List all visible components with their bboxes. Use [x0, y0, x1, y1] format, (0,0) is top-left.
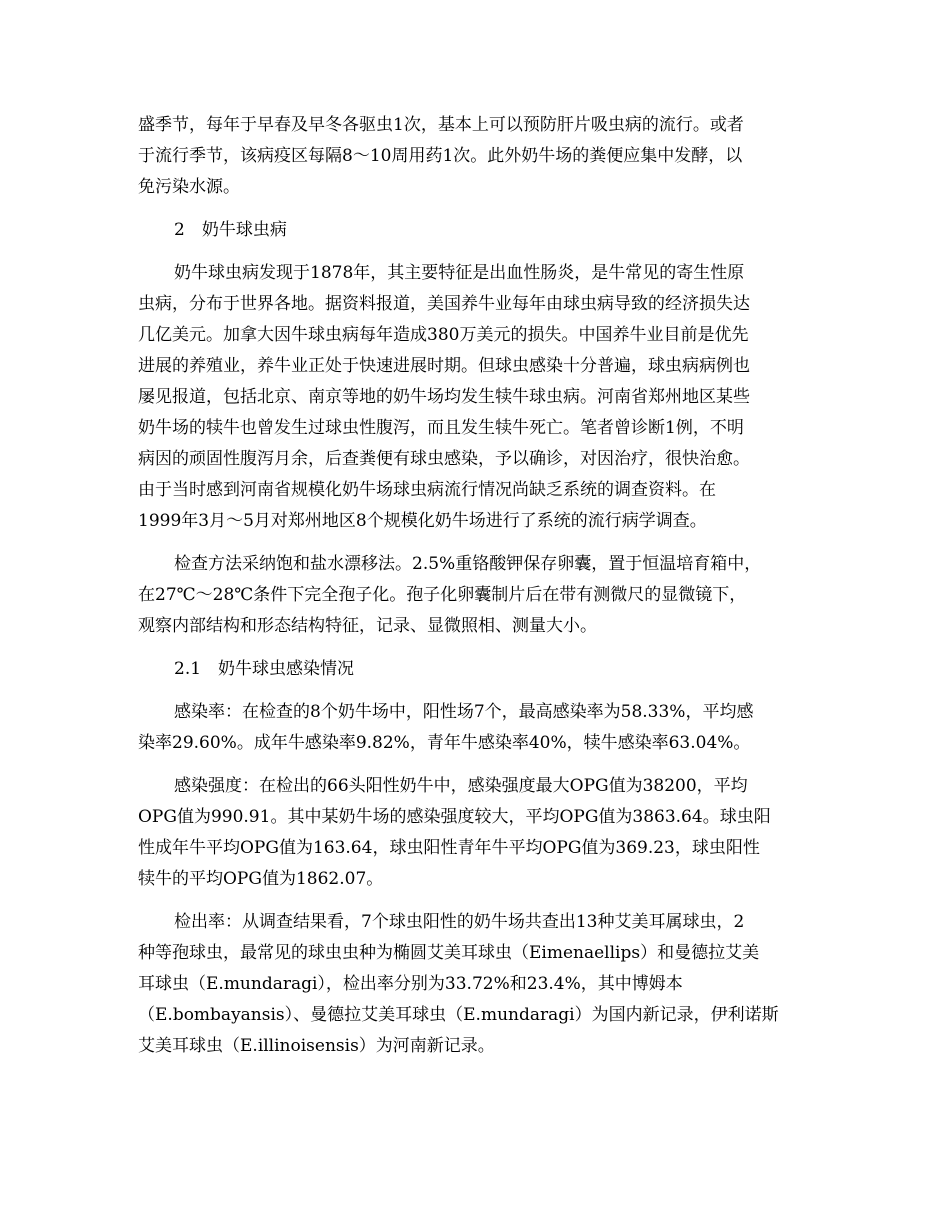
- text-line: 1999年3月～5月对郑州地区8个规模化奶牛场进行了系统的流行病学调查。: [138, 511, 707, 531]
- paragraph: [138, 907, 818, 1062]
- text-line: 于流行季节，该病疫区每隔8～10周用药1次。此外奶牛场的粪便应集中发酵，以: [138, 146, 743, 166]
- text-line: 艾美耳球虫（E.illinoisensis）为河南新记录。: [138, 1036, 495, 1056]
- text-line: 奶牛场的犊牛也曾发生过球虫性腹泻，而且发生犊牛死亡。笔者曾诊断1例，不明: [138, 418, 744, 438]
- text-line: 病因的顽固性腹泻月余，后查粪便有球虫感染，予以确诊，对因治疗，很快治愈。: [138, 449, 750, 469]
- text-line: 免污染水源。: [138, 177, 240, 197]
- text-line: 虫病，分布于世界各地。据资料报道，美国养牛业每年由球虫病导致的经济损失达: [138, 294, 750, 314]
- document-page: [138, 110, 818, 1062]
- text-line: 盛季节，每年于早春及早冬各驱虫1次，基本上可以预防肝片吸虫病的流行。或者: [138, 115, 744, 135]
- text-line: 检出率：从调查结果看，7个球虫阳性的奶牛场共查出13种艾美耳属球虫，2: [174, 912, 745, 932]
- text-line: OPG值为990.91。其中某奶牛场的感染强度较大，平均OPG值为3863.64。球虫阳: [138, 807, 771, 827]
- text-line: 感染强度：在检出的66头阳性奶牛中，感染强度最大OPG值为38200，平均: [174, 776, 748, 796]
- section-heading: [138, 654, 818, 685]
- text-line: 几亿美元。加拿大因牛球虫病每年造成380万美元的损失。中国养牛业目前是优先: [138, 325, 749, 345]
- text-line: 进展的养殖业，养牛业正处于快速进展时期。但球虫感染十分普遍，球虫病病例也: [138, 356, 750, 376]
- text-line: 检查方法采纳饱和盐水漂移法。2.5%重铬酸钾保存卵囊，置于恒温培育箱中，: [174, 554, 762, 574]
- paragraph: [138, 771, 818, 895]
- text-line: 染率29.60%。成年牛感染率9.82%，青年牛感染率40%，犊牛感染率63.04%。: [138, 733, 751, 753]
- paragraph: [138, 697, 818, 759]
- text-line: （E.bombayansis）、曼德拉艾美耳球虫（E.mundaragi）为国内新记录，伊利诺斯: [138, 1005, 779, 1025]
- paragraph: [138, 258, 818, 537]
- text-line: 感染率：在检查的8个奶牛场中，阳性场7个，最高感染率为58.33%，平均感: [174, 702, 754, 722]
- text-line: 犊牛的平均OPG值为1862.07。: [138, 869, 384, 889]
- paragraph: [138, 549, 818, 642]
- text-line: 种等孢球虫，最常见的球虫虫种为椭圆艾美耳球虫（Eimenaellips）和曼德拉艾美: [138, 943, 760, 963]
- text-line: 观察内部结构和形态结构特征，记录、显微照相、测量大小。: [138, 616, 597, 636]
- text-line: 在27℃～28℃条件下完全孢子化。孢子化卵囊制片后在带有测微尺的显微镜下，: [138, 585, 747, 605]
- text-line: 奶牛球虫病发现于1878年，其主要特征是出血性肠炎，是牛常见的寄生性原: [174, 263, 745, 283]
- text-line: 性成年牛平均OPG值为163.64，球虫阳性青年牛平均OPG值为369.23，球虫阳性: [138, 838, 760, 858]
- section-heading: [138, 215, 818, 246]
- text-line: 耳球虫（E.mundaragi），检出率分别为33.72%和23.4%，其中博姆本: [138, 974, 683, 994]
- paragraph: [138, 110, 818, 203]
- heading-text: 2 奶牛球虫病: [174, 220, 287, 240]
- text-line: 屡见报道，包括北京、南京等地的奶牛场均发生犊牛球虫病。河南省郑州地区某些: [138, 387, 750, 407]
- text-line: 由于当时感到河南省规模化奶牛场球虫病流行情况尚缺乏系统的调查资料。在: [138, 480, 716, 500]
- heading-text: 2.1 奶牛球虫感染情况: [174, 659, 355, 679]
